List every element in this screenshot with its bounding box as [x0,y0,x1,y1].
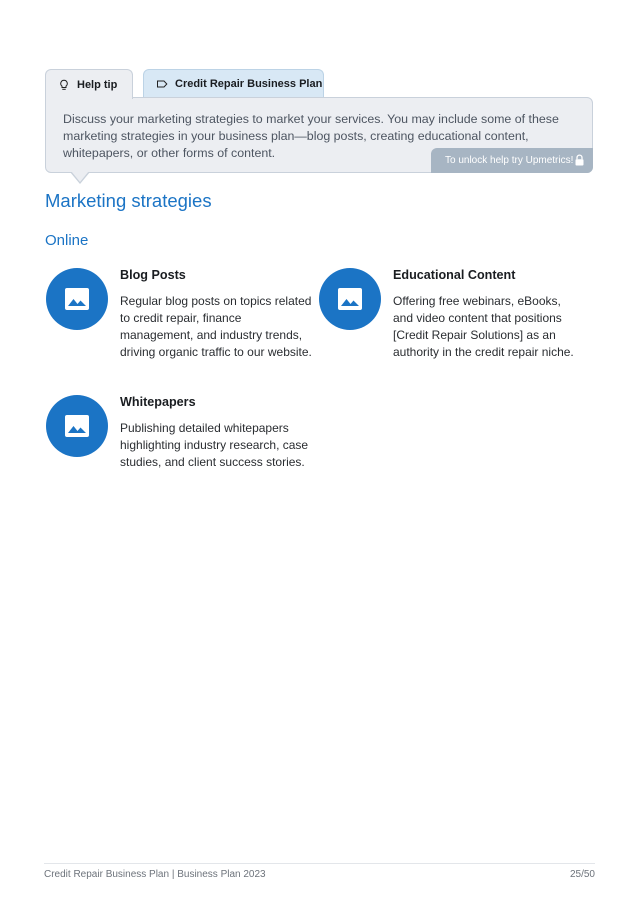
unlock-help-button[interactable] [431,148,593,173]
image-icon [46,395,108,457]
footer-document-title: Credit Repair Business Plan | Business Plan 2023 [44,869,266,880]
lock-icon [574,154,585,166]
strategy-title: Whitepapers [120,395,196,409]
image-icon [319,268,381,330]
tab-help-tip[interactable] [45,69,133,99]
help-tip-pointer [70,172,90,184]
tab-business-plan-label: Credit Repair Business Plan [175,78,323,90]
strategy-title: Blog Posts [120,268,186,282]
tag-icon [156,78,168,90]
section-subtitle: Online [45,232,89,249]
strategy-title: Educational Content [393,268,516,282]
lightbulb-icon [58,79,70,91]
strategy-description: Regular blog posts on topics related to credit repair, finance management, and industry trends, driving organic traffic to our website. [120,294,312,359]
tab-business-plan[interactable] [143,69,324,98]
strategy-description: Publishing detailed whitepapers highlighting industry research, case studies, and client success stories. [120,421,309,469]
section-title: Marketing strategies [45,190,212,211]
page-number: 25/50 [569,869,595,880]
help-tip-panel [45,97,593,173]
tab-help-tip-label: Help tip [77,78,118,91]
image-icon [46,268,108,330]
strategy-description: Offering free webinars, eBooks, and video content that positions [Credit Repair Solutions] as an authority in the credit repair niche. [393,294,574,359]
footer-divider [44,863,595,864]
unlock-help-label: To unlock help try Upmetrics! [445,155,574,166]
help-tip-text: Discuss your marketing strategies to market your services. You may include some of these marketing strategies in your business plan—blog posts, creating educational content, whitepapers, or other forms of content. [63,112,559,160]
